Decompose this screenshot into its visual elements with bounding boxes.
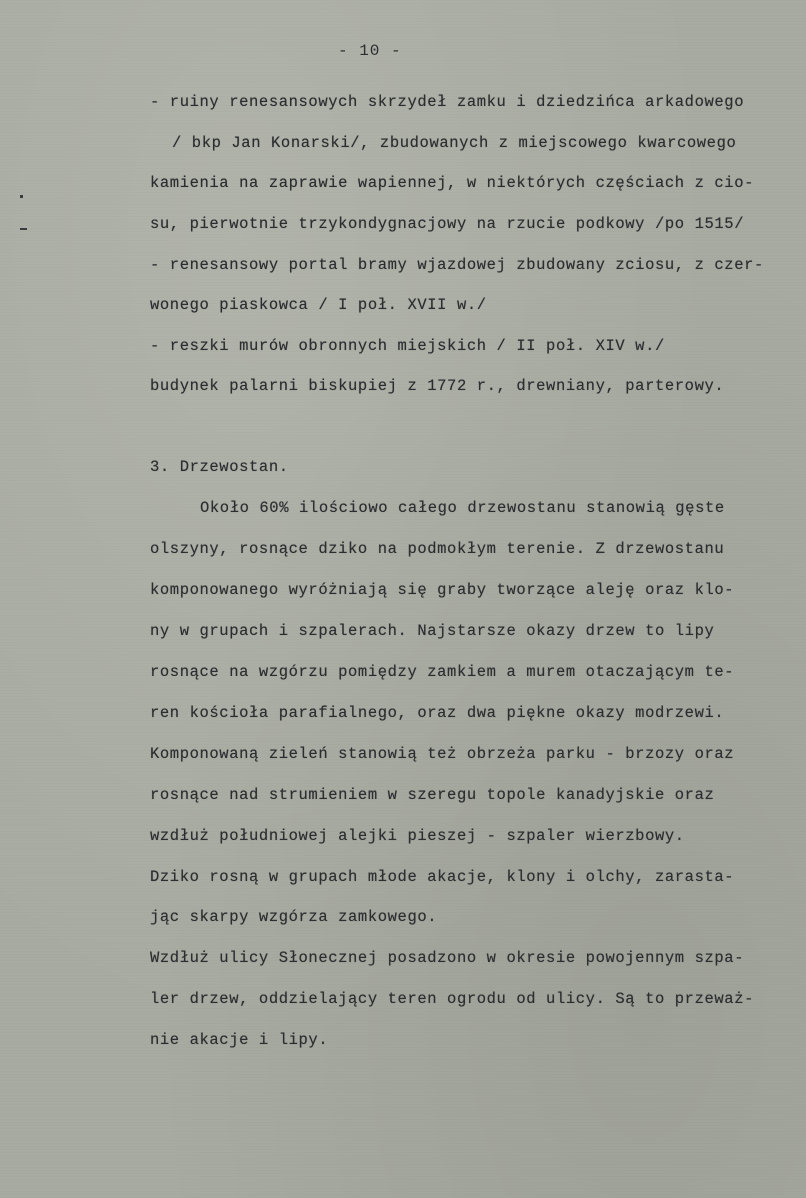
- text-line-4: su, pierwotnie trzykondygnacjowy na rzucie podkowy /po 1515/: [150, 215, 745, 233]
- text-line-7: - reszki murów obronnych miejskich / II poł. XIV w./: [150, 337, 665, 355]
- text-line-19: jąc skarpy wzgórza zamkowego.: [150, 908, 438, 926]
- text-line-13: rosnące na wzgórzu pomiędzy zamkiem a murem otaczającym te-: [150, 663, 735, 681]
- text-line-17: wzdłuż południowej alejki pieszej - szpaler wierzbowy.: [150, 827, 685, 845]
- text-line-22: nie akacje i lipy.: [150, 1031, 329, 1049]
- text-line-2: / bkp Jan Konarski/, zbudowanych z miejscowego kwarcowego: [172, 134, 737, 152]
- text-line-9: Około 60% ilościowo całego drzewostanu stanowią gęste: [200, 499, 725, 517]
- text-line-18: Dziko rosną w grupach młode akacje, klony i olchy, zarasta-: [150, 868, 735, 886]
- text-line-21: ler drzew, oddzielający teren ogrodu od ulicy. Są to przeważ-: [150, 990, 754, 1008]
- text-line-8: budynek palarni biskupiej z 1772 r., drewniany, parterowy.: [150, 377, 725, 395]
- text-line-14: ren kościoła parafialnego, oraz dwa piękne okazy modrzewi.: [150, 704, 725, 722]
- text-line-20: Wzdłuż ulicy Słonecznej posadzono w okresie powojennym szpa-: [150, 949, 745, 967]
- page-number: - 10 -: [338, 42, 402, 60]
- text-line-5: - renesansowy portal bramy wjazdowej zbudowany zciosu, z czer-: [150, 256, 764, 274]
- margin-mark: [20, 228, 27, 230]
- text-line-6: wonego piaskowca / I poł. XVII w./: [150, 296, 487, 314]
- text-line-11: komponowanego wyróżniają się graby tworzące aleję oraz klo-: [150, 581, 735, 599]
- text-line-1: - ruiny renesansowych skrzydeł zamku i dziedzińca arkadowego: [150, 93, 745, 111]
- margin-mark: [20, 195, 23, 198]
- text-line-3: kamienia na zaprawie wapiennej, w niektórych częściach z cio-: [150, 174, 754, 192]
- text-line-10: olszyny, rosnące dziko na podmokłym terenie. Z drzewostanu: [150, 540, 725, 558]
- text-line-12: ny w grupach i szpalerach. Najstarsze okazy drzew to lipy: [150, 622, 715, 640]
- section-heading: 3. Drzewostan.: [150, 458, 289, 476]
- text-line-16: rosnące nad strumieniem w szeregu topole kanadyjskie oraz: [150, 786, 715, 804]
- text-line-15: Komponowaną zieleń stanowią też obrzeża parku - brzozy oraz: [150, 745, 735, 763]
